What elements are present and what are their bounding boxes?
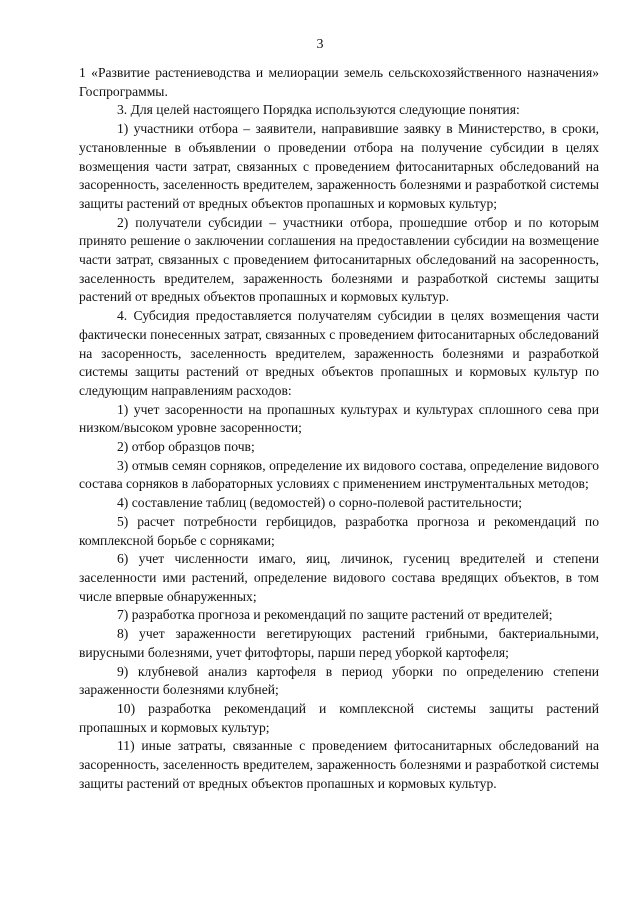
paragraph-continuation: 1 «Развитие растениеводства и мелиорации земель сельскохозяйственного назначения» Госпрограммы. [79, 65, 599, 99]
paragraph-definition-1: 1) участники отбора – заявители, направившие заявку в Министерство, в сроки, установленные в объявлении о проведении отбора на получение субсидии в целях возмещения части затрат, связанных с проведением фитосанитарных обследований на засоренность, заселенность вредителем, зараженность болезнями и разработкой системы защиты растений от вредных объектов пропашных и кормовых культур; [79, 121, 599, 211]
expense-item-6: 6) учет численности имаго, яиц, личинок, гусениц вредителей и степени заселенности ими растений, определение видового состава вредящих объектов, в том числе впервые обнаруженных; [79, 551, 599, 604]
expense-item-4: 4) составление таблиц (ведомостей) о сорно-полевой растительности; [117, 495, 523, 511]
document-body [79, 64, 599, 793]
expense-item-1: 1) учет засоренности на пропашных культурах и культурах сплошного сева при низком/высоком уровне засоренности; [79, 401, 599, 436]
expense-item-9: 9) клубневой анализ картофеля в период уборки по определению степени зараженности болезнями клубней; [79, 663, 599, 698]
expense-item-11: 11) иные затраты, связанные с проведением фитосанитарных обследований на засоренность, заселенность вредителем, зараженность болезнями и разработкой системы защиты растений от вредных объектов пропашных и кормовых культур. [79, 738, 599, 791]
expense-item-10: 10) разработка рекомендаций и комплексной системы защиты растений пропашных и кормовых культур; [79, 700, 599, 735]
paragraph-clause-4: 4. Субсидия предоставляется получателям субсидии в целях возмещения части фактически понесенных затрат, связанных с проведением фитосанитарных обследований на засоренность, заселенность вредителем, зараженность болезнями и разработкой системы защиты растений от вредных объектов пропашных и кормовых культур по следующим направлениям расходов: [79, 308, 599, 398]
paragraph-clause-3: 3. Для целей настоящего Порядка используются следующие понятия: [117, 102, 520, 118]
expense-item-2: 2) отбор образцов почв; [117, 439, 255, 455]
expense-item-5: 5) расчет потребности гербицидов, разработка прогноза и рекомендаций по комплексной борьбе с сорняками; [79, 513, 599, 548]
expense-item-3: 3) отмыв семян сорняков, определение их видового состава, определение видового состава сорняков в лабораторных условиях с применением инструментальных методов; [79, 457, 599, 492]
expense-item-8: 8) учет зараженности вегетирующих растений грибными, бактериальными, вирусными болезнями, учет фитофторы, парши перед уборкой картофеля; [79, 626, 599, 660]
page-number: 3 [316, 37, 324, 52]
paragraph-definition-2: 2) получатели субсидии – участники отбора, прошедшие отбор и по которым принято решение о заключении соглашения на предоставлении субсидии на возмещение части затрат, связанных с проведением фитосанитарных обследований на засоренность, заселенность вредителем, зараженность болезнями и разработкой системы защиты растений от вредных объектов пропашных и кормовых культур. [79, 214, 599, 305]
expense-item-7: 7) разработка прогноза и рекомендаций по защите растений от вредителей; [117, 607, 553, 623]
